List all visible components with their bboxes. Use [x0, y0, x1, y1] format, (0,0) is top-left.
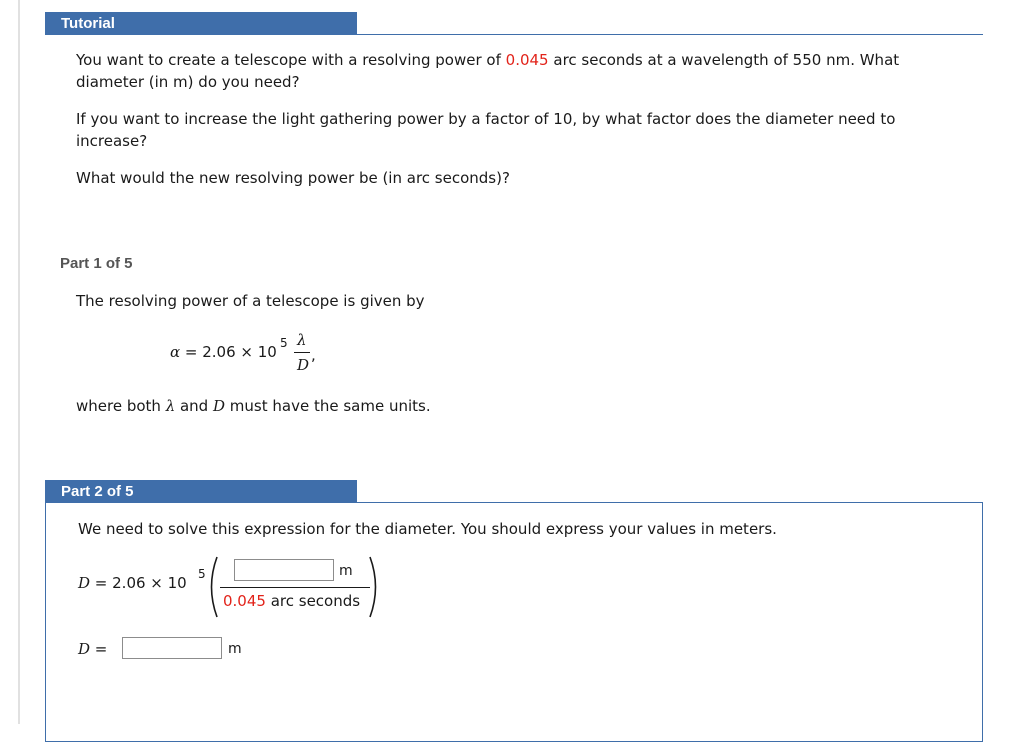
question-2-line1: If you want to increase the light gathering power by a factor of 10, by what factor does the diameter need to [76, 110, 896, 128]
formula-denominator-d: D [297, 356, 310, 374]
right-paren-icon [368, 556, 382, 618]
question-1-prefix: You want to create a telescope with a resolving power of [76, 51, 506, 69]
equation-coefficient: = 2.06 × 10 [90, 574, 187, 592]
resolving-power-value: 0.045 [505, 51, 549, 69]
where-prefix: where both [76, 397, 166, 415]
part-2-tab [45, 480, 357, 503]
equation-exponent: 5 [198, 567, 206, 581]
part-1-intro: The resolving power of a telescope is given by [76, 292, 425, 310]
numerator-unit: m [339, 563, 353, 579]
equation-d-symbol: D [78, 574, 91, 592]
equation-fraction-bar [220, 587, 370, 588]
tutorial-header-line [45, 34, 983, 35]
equation-lhs [78, 574, 187, 592]
part-1-label: Part 1 of 5 [60, 255, 133, 272]
left-paren-icon [205, 556, 219, 618]
part-2-instruction: We need to solve this expression for the diameter. You should express your values in meters. [78, 520, 777, 538]
where-d: D [212, 397, 226, 415]
where-lambda: λ [165, 397, 176, 415]
question-2-line2: increase? [76, 132, 148, 150]
question-1-suffix: arc seconds at a wavelength of 550 nm. What [548, 51, 900, 69]
question-1 [76, 49, 899, 71]
equation-denominator [223, 592, 360, 610]
wavelength-input[interactable] [234, 559, 334, 581]
formula-exponent: 5 [280, 336, 288, 350]
where-suffix: must have the same units. [225, 397, 431, 415]
answer-unit: m [228, 641, 242, 657]
part-1-where [76, 395, 431, 417]
formula-numerator-lambda: λ [297, 331, 307, 349]
tutorial-tab-label: Tutorial [61, 15, 115, 32]
denominator-unit: arc seconds [265, 592, 361, 610]
formula-comma: , [311, 346, 316, 364]
formula-coefficient: = 2.06 × 10 [180, 343, 277, 361]
formula-fraction-bar [294, 352, 310, 353]
part-2-label: Part 2 of 5 [61, 483, 134, 500]
question-1-line2: diameter (in m) do you need? [76, 73, 300, 91]
diameter-answer-input[interactable] [122, 637, 222, 659]
where-and: and [175, 397, 213, 415]
answer-d-symbol: D [78, 640, 91, 658]
tutorial-tab [45, 12, 357, 35]
denominator-value: 0.045 [223, 592, 266, 610]
left-border [18, 0, 20, 724]
formula-lhs [170, 343, 277, 361]
question-3: What would the new resolving power be (in arc seconds)? [76, 169, 510, 187]
alpha-symbol: α [170, 343, 181, 361]
answer-equals: = [90, 640, 108, 658]
answer-lhs [78, 640, 107, 658]
